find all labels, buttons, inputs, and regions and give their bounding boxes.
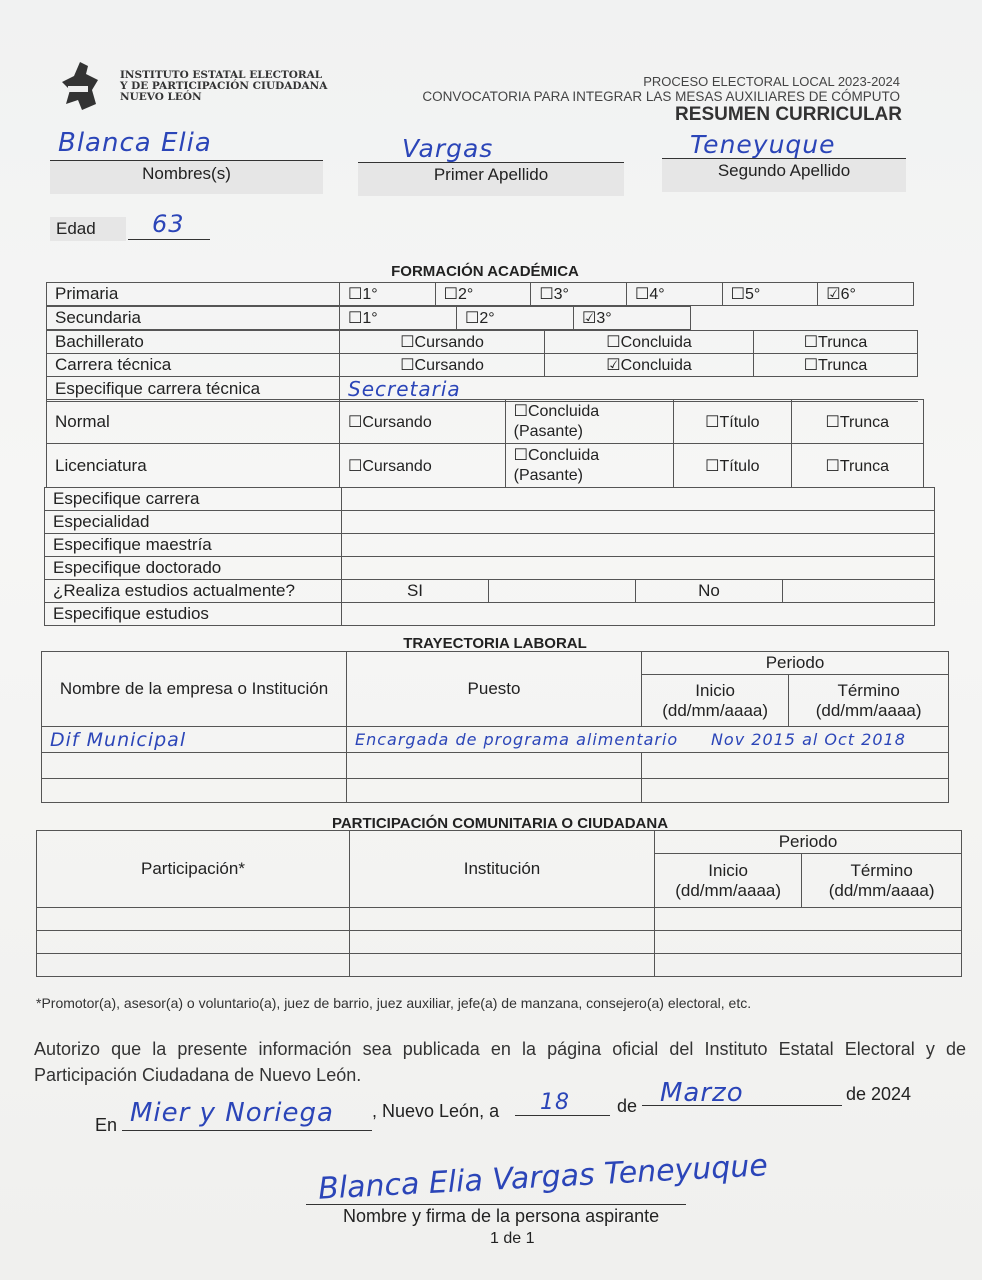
labor-period-value: Nov 2015 al Oct 2018: [710, 729, 906, 749]
especifique-carrera-tecnica-label: Especifique carrera técnica: [47, 377, 340, 402]
community-empty-cell[interactable]: [350, 908, 655, 931]
community-footnote: *Promotor(a), asesor(a) o voluntario(a), juez de barrio, juez auxiliar, jefe(a) de manzana, consejero(a) electoral, etc.: [36, 995, 752, 1011]
bachillerato-cursando[interactable]: ☐Cursando: [340, 331, 545, 354]
especifique-doctorado-field[interactable]: [342, 557, 935, 580]
especifique-carrera-tecnica-field[interactable]: [340, 377, 918, 402]
estudios-si-label: SI: [342, 580, 489, 603]
age-label: Edad: [50, 217, 126, 241]
institute-line-1: INSTITUTO ESTATAL ELECTORAL: [120, 69, 323, 81]
community-empty-cell[interactable]: [37, 908, 350, 931]
institute-line-3: NUEVO LEÓN: [120, 91, 202, 103]
community-empty-cell[interactable]: [655, 954, 962, 977]
community-empty-cell[interactable]: [350, 954, 655, 977]
primaria-6[interactable]: ☑6°: [818, 283, 914, 306]
community-empty-cell[interactable]: [37, 931, 350, 954]
licenciatura-trunca[interactable]: ☐Trunca: [791, 444, 923, 488]
primaria-3[interactable]: ☐3°: [531, 283, 627, 306]
carrera-tecnica-trunca[interactable]: ☐Trunca: [753, 354, 917, 377]
second-surname-value: Teneyuque: [690, 130, 836, 159]
second-surname-label: Segundo Apellido: [717, 161, 851, 180]
labor-row-position[interactable]: [347, 727, 949, 753]
community-empty-cell[interactable]: [655, 931, 962, 954]
normal-titulo[interactable]: ☐Título: [674, 400, 791, 444]
bachillerato-label: Bachillerato: [47, 331, 340, 354]
place-value: Mier y Noriega: [130, 1098, 334, 1128]
en-label: En: [95, 1115, 118, 1135]
bachillerato-table: [46, 330, 918, 402]
estudios-no-label: No: [636, 580, 783, 603]
primaria-2[interactable]: ☐2°: [435, 283, 531, 306]
normal-pasante-label: (Pasante): [513, 422, 583, 440]
especifique-carrera-tecnica-value: Secretaria: [348, 377, 461, 401]
labor-position-value: Encargada de programa alimentario: [355, 729, 679, 749]
bachillerato-concluida[interactable]: ☐Concluida: [545, 331, 754, 354]
licenciatura-cursando[interactable]: ☐Cursando: [340, 444, 506, 488]
estudios-actuales-label: ¿Realiza estudios actualmente?: [45, 580, 342, 603]
first-surname-label: Primer Apellido: [433, 165, 549, 184]
carrera-tecnica-label: Carrera técnica: [47, 354, 340, 377]
primaria-4[interactable]: ☐4°: [626, 283, 722, 306]
labor-col-end: Término (dd/mm/aaaa): [789, 675, 949, 727]
labor-col-period: Periodo: [642, 652, 949, 675]
primaria-5[interactable]: ☐5°: [722, 283, 818, 306]
normal-concluida[interactable]: [505, 400, 674, 444]
community-col-start: Inicio (dd/mm/aaaa): [655, 854, 802, 908]
licenciatura-concluida[interactable]: [505, 444, 674, 488]
labor-section-title: TRAYECTORIA LABORAL: [403, 635, 587, 652]
labor-empty-cell[interactable]: [42, 779, 347, 803]
normal-cursando[interactable]: ☐Cursando: [340, 400, 506, 444]
labor-empty-cell[interactable]: [42, 753, 347, 779]
community-section-title: PARTICIPACIÓN COMUNITARIA O CIUDADANA: [331, 815, 669, 832]
normal-licenciatura-table: [46, 399, 924, 488]
first-name-value: Blanca Elia: [58, 128, 212, 158]
academic-section-title: FORMACIÓN ACADÉMICA: [391, 263, 579, 280]
secundaria-label: Secundaria: [47, 307, 340, 330]
nuevo-leon-map-logo-icon: [58, 60, 110, 112]
secundaria-3[interactable]: ☑3°: [574, 307, 691, 330]
labor-row-company[interactable]: [42, 727, 347, 753]
community-col-participation: Participación*: [37, 831, 350, 908]
licenciatura-titulo[interactable]: ☐Título: [674, 444, 791, 488]
especifique-estudios-label: Especifique estudios: [45, 603, 342, 626]
academic-table: [46, 282, 914, 306]
labor-col-start: Inicio (dd/mm/aaaa): [642, 675, 789, 727]
community-table: [36, 830, 962, 977]
community-empty-cell[interactable]: [655, 908, 962, 931]
labor-empty-cell[interactable]: [347, 779, 642, 803]
secundaria-table: [46, 306, 691, 330]
institute-line-2: Y DE PARTICIPACIÓN CIUDADANA: [120, 80, 328, 92]
licenciatura-concluida-label: ☐Concluida: [513, 446, 600, 464]
first-name-label: Nombres(s): [142, 164, 231, 183]
especifique-carrera-label: Especifique carrera: [45, 488, 342, 511]
authorization-text: Autorizo que la presente información sea publicada en la página oficial del Instituto Estatal Electoral y de Participación Ciudadana de Nuevo León.: [34, 1039, 966, 1085]
community-col-institution: Institución: [350, 831, 655, 908]
licenciatura-label: Licenciatura: [47, 444, 340, 488]
normal-label: Normal: [47, 400, 340, 444]
especifique-estudios-field[interactable]: [342, 603, 935, 626]
secundaria-1[interactable]: ☐1°: [340, 307, 457, 330]
first-surname-value: Vargas: [402, 134, 494, 163]
labor-col-position: Puesto: [347, 652, 642, 727]
nuevo-leon-label: , Nuevo León, a: [372, 1101, 500, 1121]
carrera-tecnica-cursando[interactable]: ☐Cursando: [340, 354, 545, 377]
carrera-tecnica-concluida[interactable]: ☑Concluida: [545, 354, 754, 377]
licenciatura-pasante-label: (Pasante): [513, 466, 583, 484]
process-title: PROCESO ELECTORAL LOCAL 2023-2024: [643, 74, 900, 89]
community-col-period: Periodo: [655, 831, 962, 854]
signature-handwritten: Blanca Elia Vargas Teneyuque: [317, 1148, 769, 1207]
especialidad-label: Especialidad: [45, 511, 342, 534]
especifique-maestria-label: Especifique maestría: [45, 534, 342, 557]
primaria-label: Primaria: [47, 283, 340, 306]
labor-company-value: Dif Municipal: [50, 728, 187, 751]
estudios-no-box[interactable]: [783, 580, 935, 603]
bachillerato-trunca[interactable]: ☐Trunca: [753, 331, 917, 354]
month-value: Marzo: [660, 1078, 744, 1108]
secundaria-2[interactable]: ☐2°: [457, 307, 574, 330]
community-col-end: Término (dd/mm/aaaa): [802, 854, 962, 908]
especifique-maestria-field[interactable]: [342, 534, 935, 557]
labor-table: [41, 651, 949, 803]
labor-empty-cell[interactable]: [347, 753, 642, 779]
labor-col-company: Nombre de la empresa o Institución: [42, 652, 347, 727]
studies-table: [44, 487, 935, 626]
call-title: CONVOCATORIA PARA INTEGRAR LAS MESAS AUXILIARES DE CÓMPUTO: [422, 89, 900, 104]
year-label: de 2024: [846, 1084, 912, 1104]
normal-trunca[interactable]: ☐Trunca: [791, 400, 923, 444]
community-empty-cell[interactable]: [37, 954, 350, 977]
page-number: 1 de 1: [490, 1230, 535, 1247]
day-value: 18: [540, 1090, 570, 1115]
primaria-1[interactable]: ☐1°: [340, 283, 436, 306]
labor-empty-cell[interactable]: [642, 779, 949, 803]
document-title: RESUMEN CURRICULAR: [675, 104, 902, 125]
institute-name: [120, 70, 327, 103]
signature-label: Nombre y firma de la persona aspirante: [343, 1206, 660, 1226]
especifique-carrera-field[interactable]: [342, 488, 935, 511]
labor-empty-cell[interactable]: [642, 753, 949, 779]
community-empty-cell[interactable]: [350, 931, 655, 954]
de-label: de: [617, 1096, 638, 1116]
especialidad-field[interactable]: [342, 511, 935, 534]
estudios-si-box[interactable]: [489, 580, 636, 603]
age-value: 63: [152, 210, 185, 238]
especifique-doctorado-label: Especifique doctorado: [45, 557, 342, 580]
normal-concluida-label: ☐Concluida: [513, 402, 600, 420]
